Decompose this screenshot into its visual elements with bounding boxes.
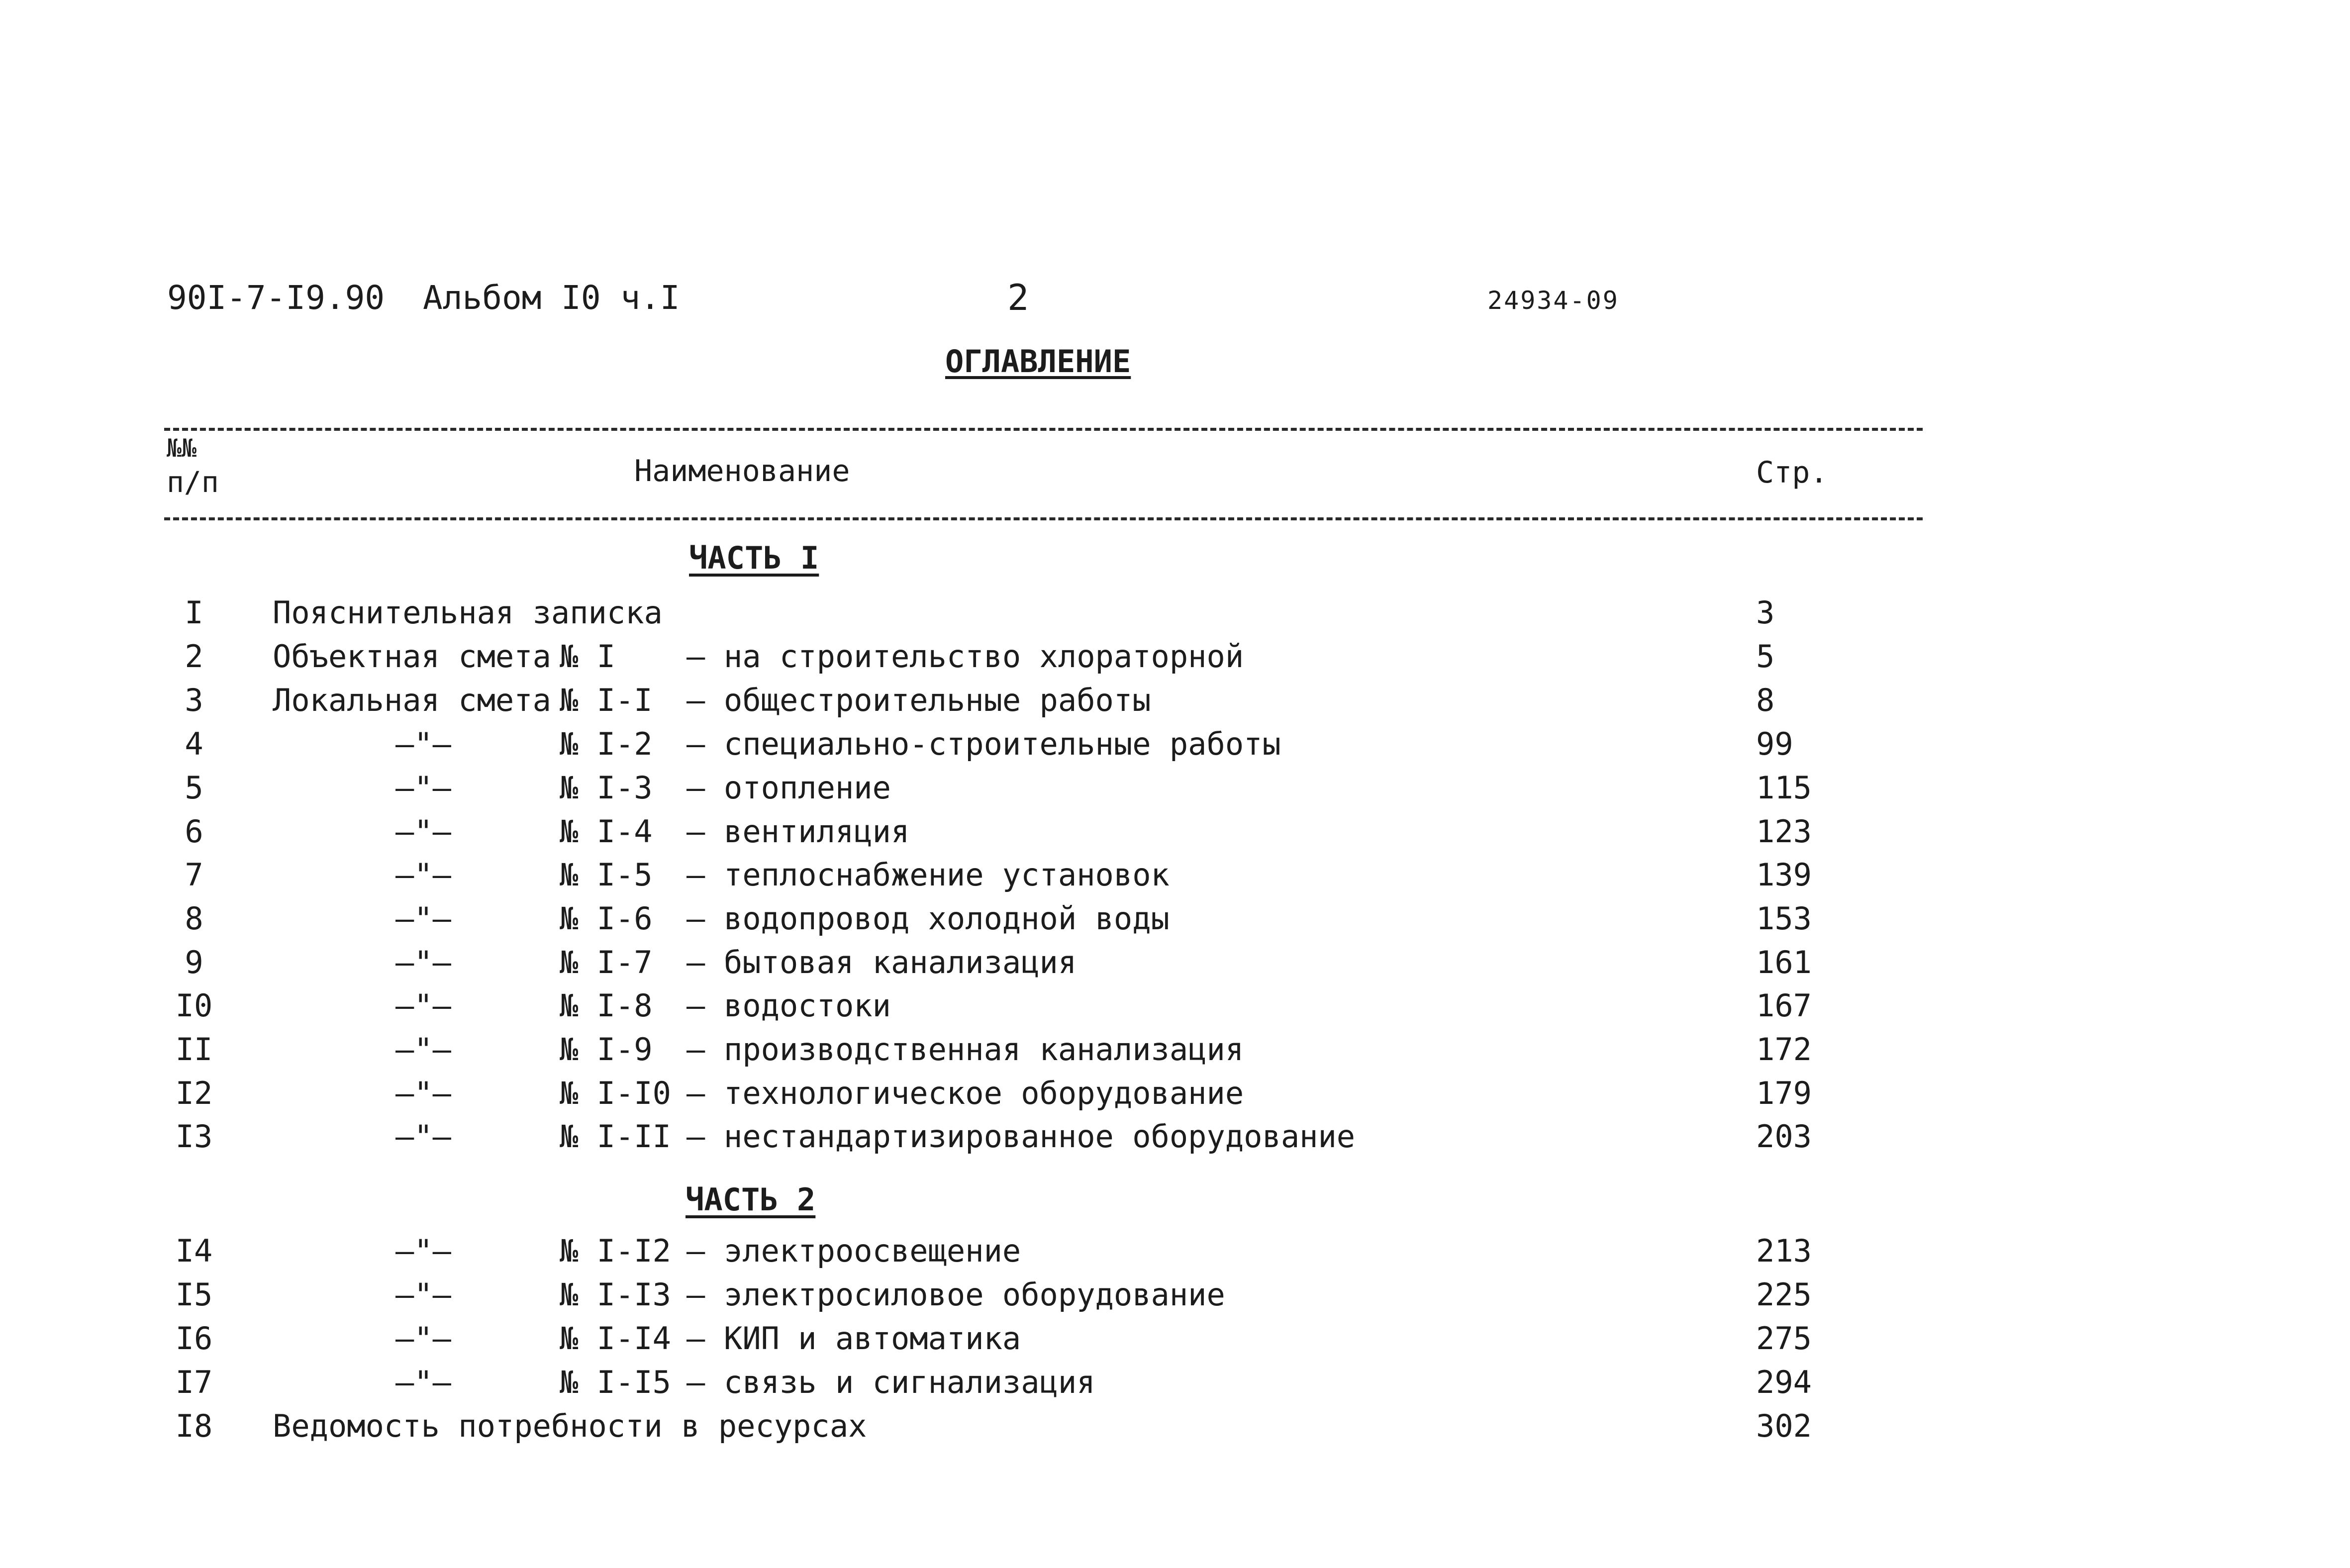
row-page-number: 99 xyxy=(1756,726,1793,762)
row-page-number: 225 xyxy=(1756,1276,1812,1313)
row-number: I7 xyxy=(175,1364,213,1400)
row-title: специально-строительные работы xyxy=(724,726,1281,762)
row-ditto-mark: –"– xyxy=(395,726,451,762)
row-number: I0 xyxy=(175,987,213,1024)
row-ditto-mark: –"– xyxy=(395,1364,451,1400)
table-row xyxy=(0,1320,2350,1360)
album-label: Альбом I0 ч.I xyxy=(423,279,680,317)
row-separator: – xyxy=(686,900,705,937)
table-row xyxy=(0,770,2350,809)
row-page-number: 172 xyxy=(1756,1031,1812,1068)
table-row xyxy=(0,944,2350,984)
row-number: 6 xyxy=(185,813,203,850)
row-title: водостоки xyxy=(724,987,891,1024)
row-separator: – xyxy=(686,1118,705,1155)
row-estimate-reference: № I-9 xyxy=(560,1031,653,1068)
section-heading-part-1: ЧАСТЬ I xyxy=(689,540,819,576)
row-number: I xyxy=(185,594,203,631)
row-separator: – xyxy=(686,682,705,718)
row-separator: – xyxy=(686,1031,705,1068)
table-row xyxy=(0,813,2350,853)
row-document-type: Локальная смета xyxy=(273,682,551,718)
row-page-number: 302 xyxy=(1756,1408,1812,1444)
table-row xyxy=(0,682,2350,722)
row-title: бытовая канализация xyxy=(724,944,1077,980)
column-header-number-line1: №№ xyxy=(167,434,197,463)
row-title: вентиляция xyxy=(724,813,910,850)
row-ditto-mark: –"– xyxy=(395,1031,451,1068)
row-page-number: 167 xyxy=(1756,987,1812,1024)
row-estimate-reference: № I-3 xyxy=(560,770,653,806)
table-row xyxy=(0,857,2350,896)
row-page-number: 153 xyxy=(1756,900,1812,937)
column-header-name: Наименование xyxy=(634,454,850,489)
row-page-number: 203 xyxy=(1756,1118,1812,1155)
row-number: 4 xyxy=(185,726,203,762)
row-number: 2 xyxy=(185,638,203,675)
row-title: электросиловое оборудование xyxy=(724,1276,1225,1313)
row-estimate-reference: № I xyxy=(560,638,615,675)
row-title: на строительство хлораторной xyxy=(724,638,1244,675)
row-number: I8 xyxy=(175,1408,213,1444)
row-estimate-reference: № I-I0 xyxy=(560,1075,671,1111)
row-page-number: 179 xyxy=(1756,1075,1812,1111)
row-page-number: 294 xyxy=(1756,1364,1812,1400)
row-ditto-mark: –"– xyxy=(395,813,451,850)
row-ditto-mark: –"– xyxy=(395,770,451,806)
row-number: 7 xyxy=(185,857,203,893)
row-ditto-mark: –"– xyxy=(395,857,451,893)
row-estimate-reference: № I-7 xyxy=(560,944,653,980)
row-number: I2 xyxy=(175,1075,213,1111)
table-row xyxy=(0,638,2350,678)
row-estimate-reference: № I-5 xyxy=(560,857,653,893)
row-separator: – xyxy=(686,944,705,980)
table-row xyxy=(0,1408,2350,1448)
row-page-number: 8 xyxy=(1756,682,1775,718)
row-page-number: 161 xyxy=(1756,944,1812,980)
row-ditto-mark: –"– xyxy=(395,1233,451,1269)
row-title: отопление xyxy=(724,770,891,806)
row-number: I5 xyxy=(175,1276,213,1313)
row-estimate-reference: № I-I xyxy=(560,682,653,718)
row-separator: – xyxy=(686,987,705,1024)
row-ditto-mark: –"– xyxy=(395,1320,451,1357)
row-title: КИП и автоматика xyxy=(724,1320,1021,1357)
row-estimate-reference: № I-I2 xyxy=(560,1233,671,1269)
row-title: электроосвещение xyxy=(724,1233,1021,1269)
row-title: общестроительные работы xyxy=(724,682,1151,718)
table-header-top-divider xyxy=(164,428,1923,431)
table-row xyxy=(0,1118,2350,1158)
row-estimate-reference: № I-I4 xyxy=(560,1320,671,1357)
row-estimate-reference: № I-8 xyxy=(560,987,653,1024)
row-page-number: 139 xyxy=(1756,857,1812,893)
table-row xyxy=(0,1075,2350,1115)
row-number: 8 xyxy=(185,900,203,937)
row-page-number: 213 xyxy=(1756,1233,1812,1269)
row-separator: – xyxy=(686,1364,705,1400)
row-title: производственная канализация xyxy=(724,1031,1244,1068)
row-separator: – xyxy=(686,1276,705,1313)
column-header-page: Стр. xyxy=(1756,455,1828,490)
table-row xyxy=(0,987,2350,1027)
row-page-number: 3 xyxy=(1756,594,1775,631)
row-number: 9 xyxy=(185,944,203,980)
document-code: 90I-7-I9.90 xyxy=(167,279,385,317)
row-ditto-mark: –"– xyxy=(395,987,451,1024)
table-row xyxy=(0,1031,2350,1071)
row-number: I3 xyxy=(175,1118,213,1155)
table-row xyxy=(0,594,2350,634)
row-separator: – xyxy=(686,857,705,893)
row-page-number: 115 xyxy=(1756,770,1812,806)
table-row xyxy=(0,900,2350,940)
row-page-number: 275 xyxy=(1756,1320,1812,1357)
row-title: нестандартизированное оборудование xyxy=(724,1118,1356,1155)
row-separator: – xyxy=(686,726,705,762)
row-estimate-reference: № I-I5 xyxy=(560,1364,671,1400)
row-title: связь и сигнализация xyxy=(724,1364,1095,1400)
table-row xyxy=(0,1364,2350,1404)
table-header-bottom-divider xyxy=(164,517,1923,520)
row-ditto-mark: –"– xyxy=(395,944,451,980)
row-estimate-reference: № I-4 xyxy=(560,813,653,850)
table-row xyxy=(0,1233,2350,1273)
row-separator: – xyxy=(686,638,705,675)
row-estimate-reference: № I-2 xyxy=(560,726,653,762)
row-page-number: 5 xyxy=(1756,638,1775,675)
row-separator: – xyxy=(686,813,705,850)
row-separator: – xyxy=(686,770,705,806)
row-document-type: Объектная смета xyxy=(273,638,551,675)
table-row xyxy=(0,726,2350,766)
row-separator: – xyxy=(686,1320,705,1357)
row-separator: – xyxy=(686,1075,705,1111)
table-row xyxy=(0,1276,2350,1316)
row-number: II xyxy=(175,1031,213,1068)
row-ditto-mark: –"– xyxy=(395,1075,451,1111)
section-heading-part-2: ЧАСТЬ 2 xyxy=(685,1181,816,1218)
row-estimate-reference: № I-I3 xyxy=(560,1276,671,1313)
row-title: водопровод холодной воды xyxy=(724,900,1170,937)
row-number: 3 xyxy=(185,682,203,718)
row-number: I6 xyxy=(175,1320,213,1357)
row-ditto-mark: –"– xyxy=(395,1276,451,1313)
row-ditto-mark: –"– xyxy=(395,900,451,937)
row-ditto-mark: –"– xyxy=(395,1118,451,1155)
row-document-type: Ведомость потребности в ресурсах xyxy=(273,1408,867,1444)
row-title: технологическое оборудование xyxy=(724,1075,1244,1111)
row-estimate-reference: № I-6 xyxy=(560,900,653,937)
row-number: I4 xyxy=(175,1233,213,1269)
column-header-number-line2: п/п xyxy=(167,465,219,499)
row-page-number: 123 xyxy=(1756,813,1812,850)
page-title: ОГЛАВЛЕНИЕ xyxy=(945,343,1131,380)
registration-stamp: 24934-09 xyxy=(1487,286,1619,315)
row-number: 5 xyxy=(185,770,203,806)
row-separator: – xyxy=(686,1233,705,1269)
row-document-type: Пояснительная записка xyxy=(273,594,663,631)
row-title: теплоснабжение установок xyxy=(724,857,1170,893)
page-number: 2 xyxy=(1007,277,1029,318)
row-estimate-reference: № I-II xyxy=(560,1118,671,1155)
